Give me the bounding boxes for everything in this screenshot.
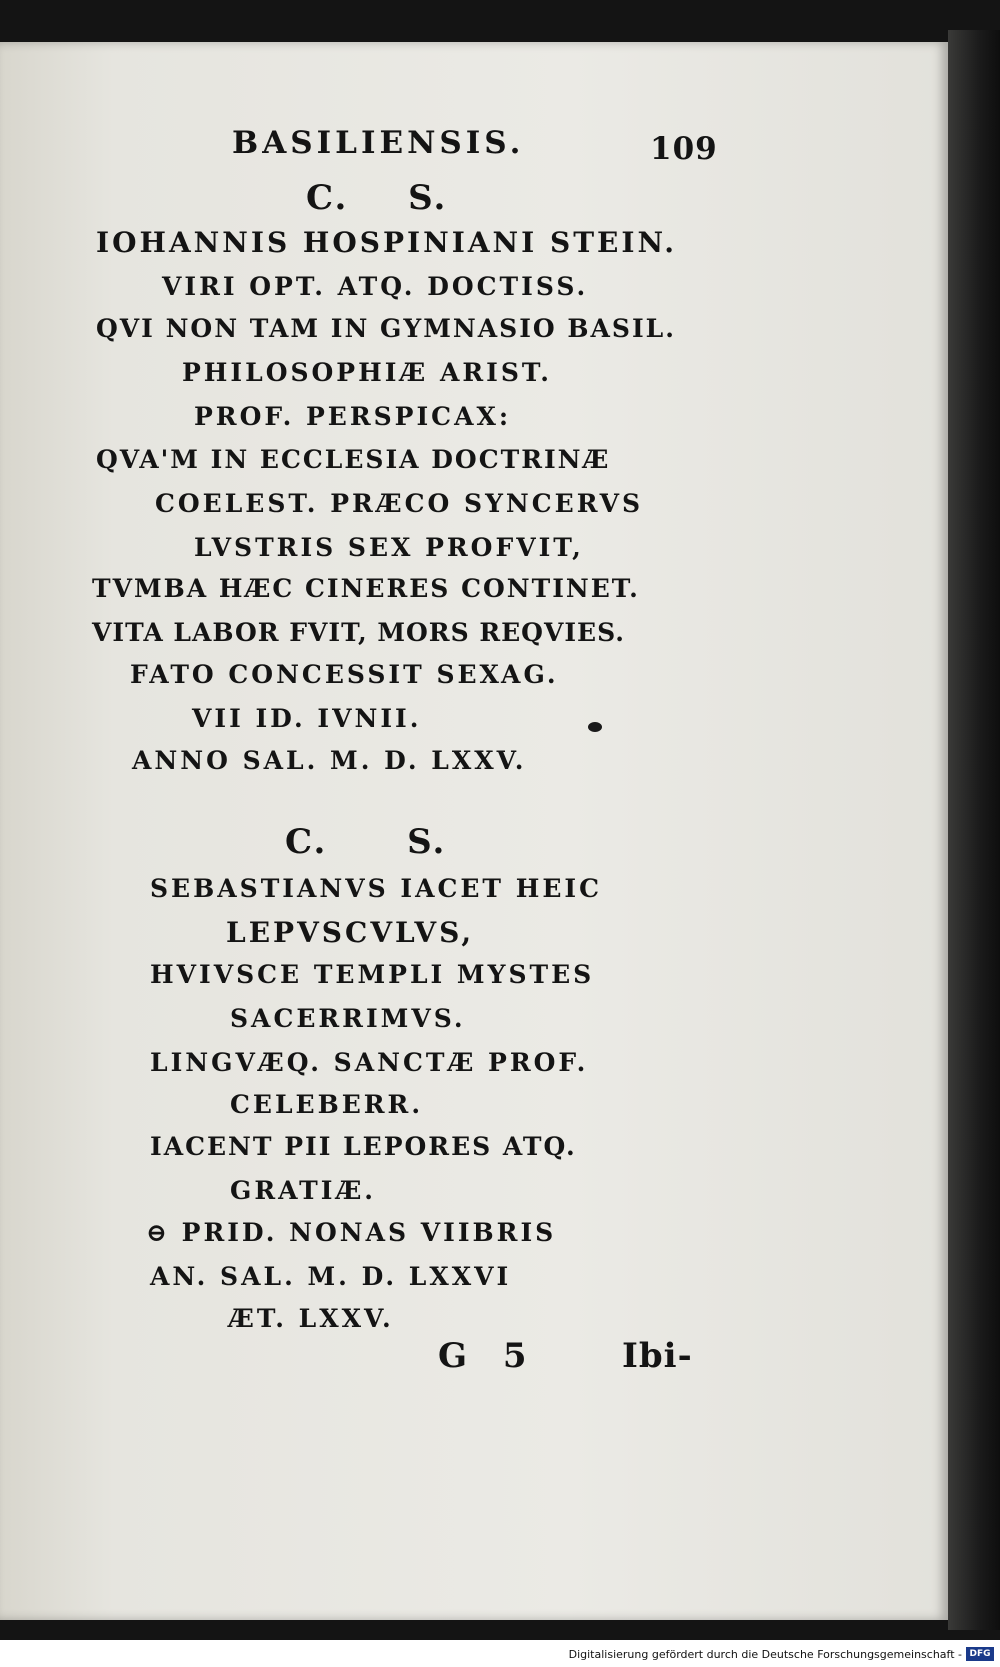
- epitaph2-line-5: LINGVÆQ. SANCTÆ PROF.: [150, 1048, 589, 1077]
- epitaph2-line-4: SACERRIMVS.: [230, 1004, 466, 1033]
- epitaph2-line-6: CELEBERR.: [230, 1090, 424, 1119]
- epitaph2-line-2: LEPVSCVLVS,: [226, 916, 475, 949]
- epitaph1-line-8: LVSTRIS SEX PROFVIT,: [194, 533, 584, 562]
- epitaph1-line-6: QVA'M IN ECCLESIA DOCTRINÆ: [96, 445, 611, 474]
- epitaph2-line-11: ÆT. LXXV.: [228, 1304, 394, 1333]
- epitaph1-line-5: PROF. PERSPICAX:: [194, 402, 512, 431]
- catchword: Ibi-: [622, 1336, 693, 1376]
- ink-blot: [588, 722, 602, 732]
- running-head: BASILIENSIS.: [232, 125, 525, 161]
- digitization-credit: Digitalisierung gefördert durch die Deutsche Forschungsgemeinschaft -: [568, 1648, 962, 1661]
- epitaph2-line-9: ⊖ PRID. NONAS VIIBRIS: [146, 1218, 557, 1247]
- epitaph2-line-10: AN. SAL. M. D. LXXVI: [150, 1262, 512, 1291]
- epitaph1-line-4: PHILOSOPHIÆ ARIST.: [182, 358, 552, 387]
- epitaph1-line-7: COELEST. PRÆCO SYNCERVS: [155, 489, 644, 518]
- epitaph2-line-7: IACENT PII LEPORES ATQ.: [150, 1132, 577, 1161]
- epitaph1-line-11: FATO CONCESSIT SEXAG.: [130, 660, 559, 689]
- epitaph2-line-1: SEBASTIANVS IACET HEIC: [150, 874, 603, 903]
- epitaph1-line-1: IOHANNIS HOSPINIANI STEIN.: [96, 226, 678, 259]
- dfg-logo: DFG: [966, 1647, 994, 1661]
- epitaph2-heading: C. S.: [285, 822, 447, 862]
- epitaph1-heading: C. S.: [306, 178, 448, 218]
- epitaph1-line-13: ANNO SAL. M. D. LXXV.: [132, 746, 527, 775]
- epitaph1-line-3: QVI NON TAM IN GYMNASIO BASIL.: [96, 314, 676, 343]
- epitaph2-line-8: GRATIÆ.: [230, 1176, 377, 1205]
- epitaph1-line-9: TVMBA HÆC CINERES CONTINET.: [92, 574, 640, 603]
- epitaph1-line-2: VIRI OPT. ATQ. DOCTISS.: [162, 272, 589, 301]
- signature-mark: G 5: [438, 1336, 528, 1376]
- book-edge: [948, 30, 1000, 1630]
- page-number: 109: [650, 131, 718, 167]
- epitaph1-line-12: VII ID. IVNII.: [192, 704, 422, 733]
- epitaph1-line-10: VITA LABOR FVIT, MORS REQVIES.: [92, 618, 625, 647]
- epitaph2-line-3: HVIVSCE TEMPLI MYSTES: [150, 960, 595, 989]
